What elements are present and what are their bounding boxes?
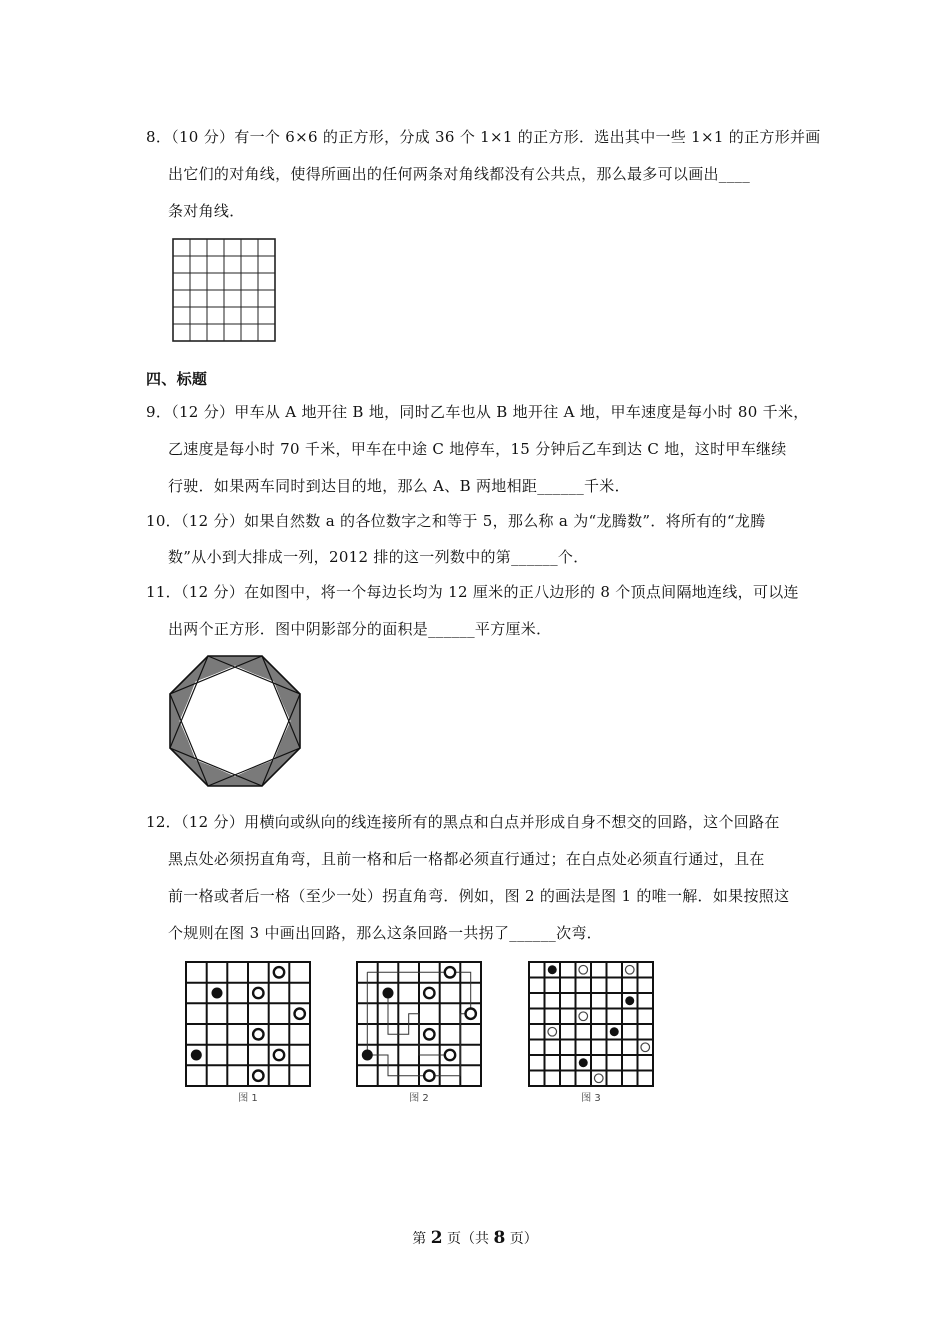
question-9-line-1: 9．（12 分）甲车从 A 地开往 B 地，同时乙车也从 B 地开往 A 地，甲车速度是每小时 80 千米，: [146, 403, 809, 421]
question-9-line-3: 行驶．如果两车同时到达目的地，那么 A、B 两地相距______千米．: [168, 477, 630, 495]
figure-2-caption: 图 2: [409, 1093, 429, 1104]
question-9-line-2: 乙速度是每小时 70 千米，甲车在中途 C 地停车，15 分钟后乙车到达 C 地，这时甲车继续: [168, 440, 787, 458]
question-12-line-4: 个规则在图 3 中画出回路，那么这条回路一共拐了______次弯．: [168, 924, 602, 942]
footer-total-pages: 8: [493, 1228, 506, 1248]
figure-1-puzzle: [182, 958, 314, 1106]
grid-6x6-figure: [172, 238, 278, 344]
octagon-figure: [164, 650, 306, 792]
figure-1-caption: 图 1: [238, 1093, 258, 1104]
figure-2-solution: [353, 958, 485, 1106]
footer-prefix: 第: [412, 1231, 427, 1247]
question-11-line-2: 出两个正方形．图中阴影部分的面积是______平方厘米．: [168, 620, 552, 638]
footer-mid: 页（共: [447, 1231, 489, 1247]
question-8-line-2: 出它们的对角线，使得所画出的任何两条对角线都没有公共点，那么最多可以画出____: [168, 165, 751, 183]
section-title: 四、标题: [146, 370, 208, 388]
question-12-line-2: 黑点处必须拐直角弯，且前一格和后一格都必须直行通过；在白点处必须直行通过，且在: [168, 850, 765, 868]
question-12-line-1: 12．（12 分）用横向或纵向的线连接所有的黑点和白点并形成自身不想交的回路，这个回路在: [146, 813, 780, 831]
question-8-line-3: 条对角线．: [168, 202, 245, 220]
figure-3-puzzle: [525, 958, 657, 1106]
question-10-line-1: 10．（12 分）如果自然数 a 的各位数字之和等于 5，那么称 a 为“龙腾数”．将所有的“龙腾: [146, 512, 766, 530]
question-12-line-3: 前一格或者后一格（至少一处）拐直角弯．例如，图 2 的画法是图 1 的唯一解．如果按照这: [168, 887, 790, 905]
figure-3-caption: 图 3: [581, 1093, 601, 1104]
question-11-line-1: 11．（12 分）在如图中，将一个每边长均为 12 厘米的正八边形的 8 个顶点间隔地连线，可以连: [146, 583, 799, 601]
page-footer: [0, 1228, 950, 1249]
footer-suffix: 页）: [509, 1231, 538, 1247]
footer-page-number: 2: [430, 1228, 443, 1248]
question-8-line-1: 8．（10 分）有一个 6×6 的正方形，分成 36 个 1×1 的正方形．选出其中一些 1×1 的正方形并画: [146, 128, 821, 146]
question-10-line-2: 数”从小到大排成一列，2012 排的这一列数中的第______个．: [168, 548, 589, 566]
